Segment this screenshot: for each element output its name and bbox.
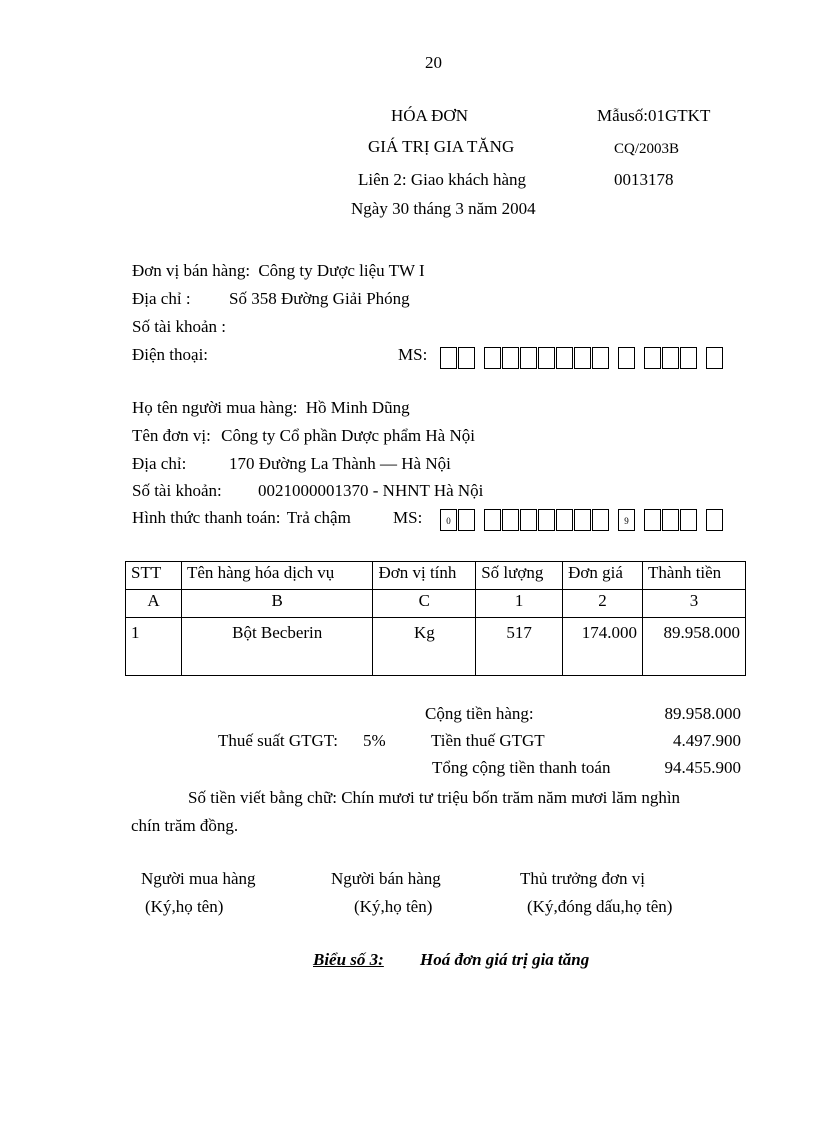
tax-box — [592, 509, 609, 531]
subtotal-label: Cộng tiền hàng: — [425, 704, 534, 723]
seller-address-label: Địa chỉ : — [132, 289, 191, 308]
page-number: 20 — [425, 53, 442, 72]
caption-text: Hoá đơn giá trị gia tăng — [420, 950, 590, 969]
tax-box — [680, 509, 697, 531]
tax-box — [458, 509, 475, 531]
tax-box — [644, 509, 661, 531]
amount-in-words-line2: chín trăm đồng. — [131, 816, 239, 835]
table-header: STT — [126, 562, 182, 590]
tax-box — [706, 347, 723, 369]
caption-label: Biểu số 3: — [313, 950, 384, 969]
invoice-number: 0013178 — [614, 170, 674, 189]
tax-box — [556, 347, 573, 369]
seller-tax-code-boxes — [440, 347, 724, 369]
table-code: A — [126, 590, 182, 618]
signature-seller-note: (Ký,họ tên) — [354, 897, 433, 916]
tax-box — [556, 509, 573, 531]
table-cell: 1 — [126, 618, 182, 676]
signature-director-note: (Ký,đóng dấu,họ tên) — [527, 897, 673, 916]
table-code: 3 — [643, 590, 746, 618]
form-number: Mẫusố:01GTKT — [597, 106, 711, 125]
buyer-address: 170 Đường La Thành — Hà Nội — [229, 454, 451, 473]
tax-box — [520, 509, 537, 531]
vat-rate-label: Thuế suất GTGT: — [218, 731, 339, 750]
items-table — [125, 561, 746, 676]
tax-box — [662, 347, 679, 369]
signature-seller-role: Người bán hàng — [331, 869, 441, 888]
table-cell: 174.000 — [563, 618, 643, 676]
tax-box — [520, 347, 537, 369]
buyer-account: 0021000001370 - NHNT Hà Nội — [258, 481, 484, 500]
tax-box — [574, 347, 591, 369]
tax-box: 9 — [618, 509, 635, 531]
table-row — [126, 618, 746, 676]
table-header: Đơn giá — [563, 562, 643, 590]
seller-tax-code-label: MS: — [398, 345, 428, 364]
tax-box — [538, 347, 555, 369]
table-code-row — [126, 590, 746, 618]
vat-label: Tiền thuế GTGT — [431, 731, 545, 750]
table-code: C — [373, 590, 476, 618]
table-code: 2 — [563, 590, 643, 618]
tax-box — [680, 347, 697, 369]
table-header-row — [126, 562, 746, 590]
table-header: Số lượng — [476, 562, 563, 590]
invoice-title: HÓA ĐƠN — [391, 106, 468, 125]
seller-account-label: Số tài khoản : — [132, 317, 226, 336]
seller-unit: Đơn vị bán hàng: Công ty Dược liệu TW I — [132, 261, 425, 280]
tax-box — [644, 347, 661, 369]
table-header: Tên hàng hóa dịch vụ — [181, 562, 373, 590]
tax-box — [502, 509, 519, 531]
invoice-subtitle: GIÁ TRỊ GIA TĂNG — [368, 137, 515, 156]
buyer-payment: Hình thức thanh toán: Trả chậm — [132, 508, 351, 527]
table-header: Đơn vị tính — [373, 562, 476, 590]
tax-box — [458, 347, 475, 369]
signature-director-role: Thủ trưởng đơn vị — [520, 869, 645, 888]
grand-total-value: 94.455.900 — [664, 758, 741, 777]
table-code: 1 — [476, 590, 563, 618]
table-cell: 517 — [476, 618, 563, 676]
tax-box — [592, 347, 609, 369]
tax-box — [440, 347, 457, 369]
invoice-date: Ngày 30 tháng 3 năm 2004 — [351, 199, 536, 218]
tax-box — [502, 347, 519, 369]
buyer-name: Họ tên người mua hàng: Hồ Minh Dũng — [132, 398, 410, 417]
buyer-tax-code-boxes — [440, 509, 724, 531]
invoice-copy: Liên 2: Giao khách hàng — [358, 170, 527, 189]
amount-in-words-line1: Số tiền viết bằng chữ: Chín mươi tư triệu bốn trăm năm mươi lăm nghìn — [188, 788, 681, 807]
tax-box: 0 — [440, 509, 457, 531]
seller-phone-label: Điện thoại: — [132, 345, 209, 364]
tax-box — [484, 347, 501, 369]
tax-box — [706, 509, 723, 531]
form-series: CQ/2003B — [614, 141, 680, 157]
table-cell: Bột Becberin — [181, 618, 373, 676]
table-cell: Kg — [373, 618, 476, 676]
buyer-account-label: Số tài khoản: — [132, 481, 222, 500]
signature-buyer-note: (Ký,họ tên) — [145, 897, 224, 916]
signature-buyer-role: Người mua hàng — [141, 869, 256, 888]
tax-box — [662, 509, 679, 531]
tax-box — [538, 509, 555, 531]
buyer-tax-code-label: MS: — [393, 508, 423, 527]
buyer-address-label: Địa chỉ: — [132, 454, 187, 473]
seller-address: Số 358 Đường Giải Phóng — [229, 289, 410, 308]
grand-total-label: Tổng cộng tiền thanh toán — [432, 758, 611, 777]
tax-box — [618, 347, 635, 369]
vat-value: 4.497.900 — [673, 731, 741, 750]
table-cell: 89.958.000 — [643, 618, 746, 676]
tax-box — [484, 509, 501, 531]
subtotal-value: 89.958.000 — [664, 704, 741, 723]
tax-box — [574, 509, 591, 531]
table-header: Thành tiền — [643, 562, 746, 590]
vat-rate: 5% — [363, 731, 386, 750]
buyer-unit: Tên đơn vị: Công ty Cổ phần Dược phẩm Hà Nội — [132, 426, 475, 445]
table-code: B — [181, 590, 373, 618]
